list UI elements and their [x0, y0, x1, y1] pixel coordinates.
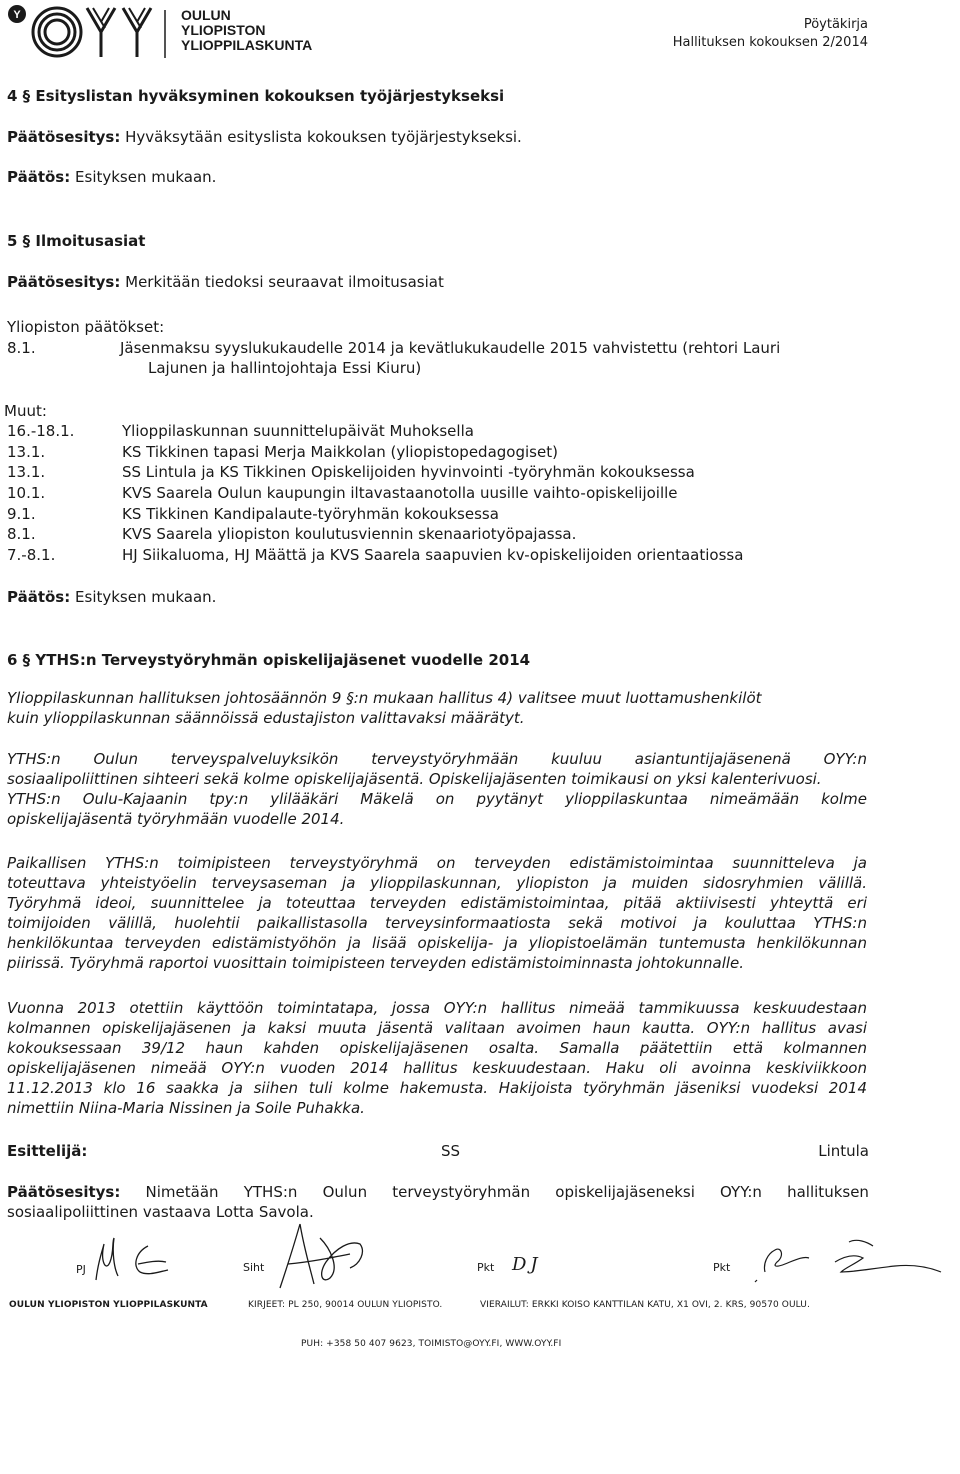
signature-label-pkt1: Pkt: [477, 1261, 495, 1274]
paragraph-line: toimijoiden välillä, huolehtii paikallistasolla terveysinformaatiosta sekä motivoi ja kouluttaa YTHS:n: [7, 914, 867, 932]
paragraph-line: opiskelijajäsenen nimeää OYY:n vuoden 2014 hallitus keskuudestaan. Haku oli avoinna keskiviikkoon: [7, 1059, 867, 1077]
org-name-line1: OULUN: [181, 7, 231, 23]
footer-contact: PUH: +358 50 407 9623, TOIMISTO@OYY.FI, WWW.OYY.FI: [301, 1339, 562, 1349]
university-decisions-title: Yliopiston päätökset:: [7, 318, 165, 336]
section-5-proposal: [7, 272, 444, 292]
proposal-label: Päätösesitys:: [7, 273, 121, 291]
list-item-text: Ylioppilaskunnan suunnittelupäivät Muhoksella: [122, 422, 474, 440]
org-name: [181, 8, 312, 53]
paragraph-line: piirissä. Työryhmä raportoi vuosittain toimipisteen terveyden edistämistoiminnasta johtokunnalle.: [7, 954, 745, 972]
oyy-logo-mark: [5, 2, 165, 60]
decision-text: Esityksen mukaan.: [75, 588, 217, 606]
paragraph-line: kokouksessaan 39/12 haun kahden opiskelijajäsenen osalta. Samalla päätettiin että kolmannen: [7, 1039, 867, 1057]
list-item-date: 10.1.: [7, 484, 46, 503]
list-item: [7, 462, 807, 483]
org-name-line2: YLIOPISTON: [181, 22, 266, 38]
signature-siht: [270, 1218, 380, 1298]
signature-area: [0, 1210, 960, 1310]
proposal-word: terveystyöryhmän: [392, 1183, 531, 1201]
paragraph-line: Paikallisen YTHS:n toimipisteen terveystyöryhmä on terveyden edistämistoimintaa suunnitteleva ja: [7, 854, 867, 872]
decision-text: Esityksen mukaan.: [75, 168, 217, 186]
list-item: [7, 545, 807, 566]
signature-label-pkt2: Pkt: [713, 1261, 731, 1274]
presenter-row: [7, 1141, 869, 1161]
svg-text:Y: Y: [13, 9, 21, 21]
meeting-title: Hallituksen kokouksen 2/2014: [672, 35, 868, 50]
signature-label-siht: Siht: [243, 1261, 265, 1274]
paragraph-line: 11.12.2013 klo 16 saakka ja siihen tuli kolme hakemusta. Hakijoista työryhmän jäseniksi vuodeksi 2014: [7, 1079, 867, 1097]
paragraph-working-group: [7, 749, 867, 829]
other-announcements-title: Muut:: [4, 402, 47, 420]
list-item-date: 16.-18.1.: [7, 422, 75, 440]
org-name-line3: YLIOPPILASKUNTA: [181, 37, 313, 53]
list-item-text: KVS Saarela yliopiston koulutusviennin skenaariotyöpajassa.: [122, 525, 577, 544]
section-5-heading: 5 § Ilmoitusasiat: [7, 232, 146, 250]
paragraph-line: Ylioppilaskunnan hallituksen johtosäännön 9 §:n mukaan hallitus 4) valitsee muut luottamushenkilöt: [7, 689, 762, 707]
list-item-date: 13.1.: [7, 463, 46, 482]
presenter-label: Esittelijä:: [7, 1142, 88, 1160]
paragraph-line: kuin ylioppilaskunnan säännöissä edustajiston valittavaksi määrätyt.: [7, 709, 525, 727]
paragraph-line: YTHS:n Oulu-Kajaanin tpy:n ylilääkäri Mäkelä on pyytänyt ylioppilaskuntaa nimeämään kolme: [7, 790, 867, 808]
proposal-label: Päätösesitys:: [7, 128, 121, 146]
university-decision-date: 8.1.: [7, 339, 36, 357]
proposal-word: Nimetään: [145, 1183, 219, 1201]
list-item-text: KS Tikkinen Kandipalaute-työryhmän kokouksessa: [122, 504, 499, 523]
list-item: [7, 442, 807, 463]
section-4-decision: [7, 167, 216, 187]
paragraph-line: kolmannen opiskelijajäsenen ja kaksi muuta jäsentä valitaan avoimen haun kautta. OYY:n hallitus avasi: [7, 1019, 867, 1037]
presenter-initials: SS: [441, 1142, 461, 1160]
section-6-heading: 6 § YTHS:n Terveystyöryhmän opiskelijajäsenet vuodelle 2014: [7, 651, 531, 669]
paragraph-line: henkilökuntaa terveyden edistämistyöhön ja lisää opiskelija- ja yliopistoelämän tuntemusta henkilökunnan: [7, 934, 867, 952]
university-decision-line1: Jäsenmaksu syyslukukaudelle 2014 ja kevätlukukaudelle 2015 vahvistettu (rehtori Lauri: [120, 339, 781, 357]
doc-type: Pöytäkirja: [803, 17, 868, 32]
signature-pkt2: [745, 1228, 945, 1288]
presenter-name: Lintula: [818, 1142, 869, 1160]
section-4-heading: 4 § Esityslistan hyväksyminen kokouksen työjärjestykseksi: [7, 87, 505, 105]
paragraph-description: [7, 853, 867, 973]
list-item-text: SS Lintula ja KS Tikkinen Opiskelijoiden hyvinvointi -työryhmän kokouksessa: [122, 463, 695, 482]
proposal-word: YTHS:n: [243, 1183, 298, 1201]
university-decision-line2: Lajunen ja hallintojohtaja Essi Kiuru): [148, 359, 422, 377]
list-item: [7, 524, 807, 545]
list-item: [7, 483, 807, 504]
proposal-label: Päätösesitys:: [7, 1183, 121, 1201]
decision-label: Päätös:: [7, 588, 71, 606]
other-announcements-list: [7, 421, 807, 566]
proposal-text: Hyväksytään esityslista kokouksen työjärjestykseksi.: [125, 128, 522, 146]
list-item: [7, 421, 807, 442]
proposal-word: hallituksen: [787, 1183, 869, 1201]
list-item: [7, 504, 807, 525]
university-decision-text: [120, 338, 780, 378]
footer-mail-address: KIRJEET: PL 250, 90014 OULUN YLIOPISTO.: [248, 1300, 443, 1310]
footer-visit-address: VIERAILUT: ERKKI KOISO KANTTILAN KATU, X1 OVI, 2. KRS, 90570 OULU.: [480, 1300, 810, 1310]
signature-pkt1-initials: DJ: [512, 1254, 542, 1275]
list-item-text: KS Tikkinen tapasi Merja Maikkolan (yliopistopedagogiset): [122, 442, 558, 461]
paragraph-line: Vuonna 2013 otettiin käyttöön toimintatapa, jossa OYY:n hallitus nimeää tammikuussa keskuudestaan: [7, 999, 867, 1017]
footer-org: OULUN YLIOPISTON YLIOPPILASKUNTA: [9, 1300, 208, 1310]
proposal-word: opiskelijajäseneksi: [555, 1183, 695, 1201]
signature-pj: [88, 1232, 198, 1292]
paragraph-line: toteuttava yhteistyöelin terveysaseman ja ylioppilaskunnan, yliopiston ja muiden sidosryhmien välillä.: [7, 874, 867, 892]
proposal-line2: sosiaalipoliittinen vastaava Lotta Savola.: [7, 1203, 314, 1221]
section-4-proposal: [7, 127, 522, 147]
logo: [5, 2, 165, 60]
list-item-date: 13.1.: [7, 442, 46, 461]
paragraph-line: nimettiin Niina-Maria Nissinen ja Soile Puhakka.: [7, 1099, 365, 1117]
decision-label: Päätös:: [7, 168, 71, 186]
paragraph-line: sosiaalipoliittinen sihteeri sekä kolme opiskelijajäsentä. Opiskelijajäsenten toimikausi on yksi kalenterivuosi.: [7, 770, 822, 788]
list-item-date: 8.1.: [7, 525, 36, 544]
paragraph-bylaws: [7, 688, 813, 728]
proposal-word: OYY:n: [720, 1183, 762, 1201]
doc-meta: [673, 16, 868, 52]
paragraph-line: Työryhmä ideoi, suunnittelee ja toteuttaa terveyden edistämistoimintaa, pitää aktiivisesti yhteyttä eri: [7, 894, 867, 912]
list-item-text: HJ Siikaluoma, HJ Määttä ja KVS Saarela saapuvien kv-opiskelijoiden orientaatiossa: [122, 546, 744, 565]
list-item-date: 7.-8.1.: [7, 546, 56, 565]
proposal-line1: [7, 1182, 869, 1202]
paragraph-history: [7, 998, 867, 1118]
paragraph-line: YTHS:n Oulun terveyspalveluyksikön terveystyöryhmään kuuluu asiantuntijajäsenenä OYY:n: [7, 750, 867, 768]
list-item-date: 9.1.: [7, 504, 36, 523]
list-item-text: KVS Saarela Oulun kaupungin iltavastaanotolla uusille vaihto-opiskelijoille: [122, 484, 678, 503]
proposal-word: Oulun: [322, 1183, 368, 1201]
proposal-text: Merkitään tiedoksi seuraavat ilmoitusasiat: [125, 273, 444, 291]
section-5-decision: [7, 587, 216, 607]
signature-label-pj: PJ: [76, 1263, 86, 1276]
paragraph-line: opiskelijajäsentä työryhmään vuodelle 2014.: [7, 810, 345, 828]
